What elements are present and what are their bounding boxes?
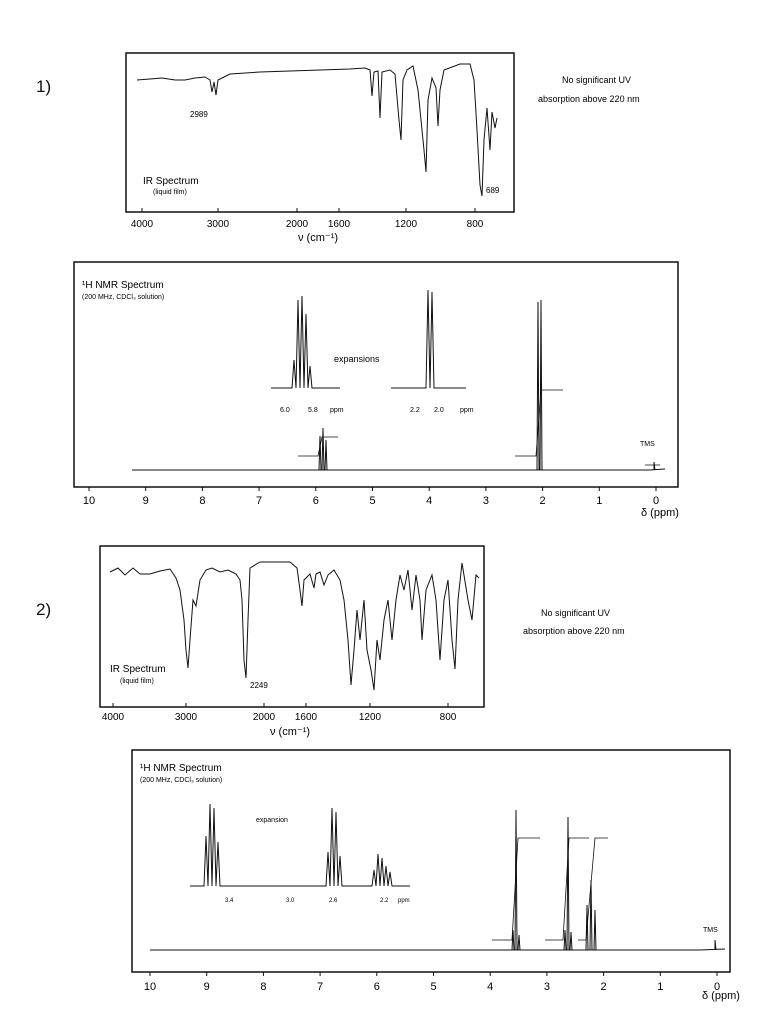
nmr-1-tick-4: 4 — [426, 495, 433, 507]
nmr-1-tick-9: 9 — [142, 495, 149, 507]
nmr-2-tick-0: 0 — [713, 981, 721, 993]
ir-1-subtitle: (liquid film) — [153, 189, 187, 196]
nmr-2-tick-8: 8 — [260, 981, 267, 993]
nmr-2-exp-tick-ppm: ppm — [398, 898, 410, 904]
ir-2-title: IR Spectrum — [110, 664, 166, 675]
ir-1-xlabel: ν (cm⁻¹) — [298, 232, 339, 244]
nmr-1-tick-5: 5 — [369, 495, 376, 507]
nmr-1-tick-8: 8 — [199, 495, 206, 507]
nmr-2-tick-2: 2 — [600, 981, 607, 993]
nmr-2-xlabel: δ (ppm) — [702, 990, 740, 1002]
nmr-1-trace — [132, 469, 665, 470]
nmr-1-axis-ticks — [83, 487, 659, 507]
nmr-1-tick-2: 2 — [539, 495, 546, 507]
nmr-2-tick-4: 4 — [487, 981, 494, 993]
nmr-1-tms-label: TMS — [640, 441, 655, 448]
uv-note-2-line1: No significant UV — [541, 608, 611, 618]
nmr-2-tick-6: 6 — [373, 981, 380, 993]
nmr-1-xlabel: δ (ppm) — [641, 507, 679, 519]
ir-1-tick-1200: 1200 — [394, 219, 418, 230]
ir-2-tick-800: 800 — [439, 712, 457, 723]
nmr-1-title: ¹H NMR Spectrum — [82, 280, 164, 291]
nmr-2-tick-10: 10 — [143, 981, 157, 993]
nmr-1-tick-3: 3 — [482, 495, 489, 507]
nmr-2-trace — [150, 949, 725, 950]
nmr-2-expansion-label: expansion — [256, 817, 288, 824]
nmr-2-exp-tick-3.0: 3.0 — [286, 898, 295, 904]
nmr-2-exp-tick-2.6: 2.6 — [329, 898, 338, 904]
nmr-spectrum-2 — [132, 750, 740, 1002]
nmr-1-integral — [298, 390, 660, 465]
nmr-1-expansion-a — [271, 296, 340, 388]
ir-1-tick-3000: 3000 — [206, 219, 230, 230]
nmr-1-exp-tick-ppm-a: ppm — [330, 407, 344, 414]
nmr-spectrum-1 — [74, 262, 679, 519]
ir-2-tick-1200: 1200 — [358, 712, 382, 723]
nmr-2-expansion — [190, 804, 410, 886]
nmr-2-axis-ticks — [144, 972, 720, 993]
nmr-1-subtitle: (200 MHz, CDCl₃ solution) — [82, 294, 165, 301]
nmr-2-tick-1: 1 — [657, 981, 664, 993]
problem-1-number: 1) — [36, 77, 52, 96]
nmr-2-subtitle: (200 MHz, CDCl₃ solution) — [140, 777, 223, 784]
nmr-2-tick-7: 7 — [317, 981, 324, 993]
ir-2-tick-1600: 1600 — [294, 712, 318, 723]
nmr-1-tick-7: 7 — [256, 495, 263, 507]
nmr-1-exp-tick-6.0: 6.0 — [280, 407, 290, 414]
ir-2-tick-3000: 3000 — [174, 712, 198, 723]
ir-1-peak-label-689: 689 — [486, 186, 500, 195]
nmr-2-peaks — [512, 810, 716, 950]
ir-2-frame — [100, 546, 484, 707]
ir-1-peak-label-2989: 2989 — [190, 110, 208, 119]
ir-spectrum-2 — [100, 546, 484, 738]
nmr-1-tick-0: 0 — [652, 495, 660, 507]
uv-note-2-line2: absorption above 220 nm — [523, 626, 625, 636]
ir-2-peak-label-2249: 2249 — [250, 681, 268, 690]
nmr-2-tick-3: 3 — [543, 981, 550, 993]
nmr-1-exp-tick-2.0: 2.0 — [434, 407, 444, 414]
ir-1-tick-4000: 4000 — [130, 219, 154, 230]
ir-1-title: IR Spectrum — [143, 176, 199, 187]
nmr-1-expansion-label: expansions — [334, 354, 380, 364]
nmr-1-tick-6: 6 — [312, 495, 319, 507]
nmr-1-frame — [74, 262, 678, 487]
ir-2-axis-ticks — [102, 703, 457, 723]
nmr-2-exp-tick-2.2: 2.2 — [380, 898, 389, 904]
nmr-1-tick-10: 10 — [82, 495, 96, 507]
nmr-1-expansion-b — [391, 290, 466, 388]
ir-2-tick-2000: 2000 — [252, 712, 276, 723]
nmr-1-exp-tick-2.2: 2.2 — [410, 407, 420, 414]
nmr-2-tick-9: 9 — [203, 981, 210, 993]
ir-1-tick-800: 800 — [466, 219, 484, 230]
nmr-1-exp-tick-ppm-b: ppm — [460, 407, 474, 414]
nmr-2-tms-label: TMS — [703, 927, 718, 934]
problem-2-number: 2) — [36, 600, 52, 619]
nmr-2-exp-tick-3.4: 3.4 — [225, 898, 234, 904]
ir-2-tick-4000: 4000 — [101, 712, 125, 723]
nmr-1-exp-tick-5.8: 5.8 — [308, 407, 318, 414]
nmr-1-peaks — [319, 300, 655, 470]
ir-1-tick-1600: 1600 — [327, 219, 351, 230]
uv-note-1-line2: absorption above 220 nm — [538, 94, 640, 104]
ir-2-subtitle: (liquid film) — [120, 678, 154, 685]
ir-1-tick-2000: 2000 — [285, 219, 309, 230]
ir-2-xlabel: ν (cm⁻¹) — [270, 726, 311, 738]
nmr-2-title: ¹H NMR Spectrum — [140, 763, 222, 774]
ir-spectrum-1 — [126, 53, 514, 244]
uv-note-1-line1: No significant UV — [562, 75, 632, 85]
nmr-2-tick-5: 5 — [430, 981, 437, 993]
nmr-1-tick-1: 1 — [596, 495, 603, 507]
